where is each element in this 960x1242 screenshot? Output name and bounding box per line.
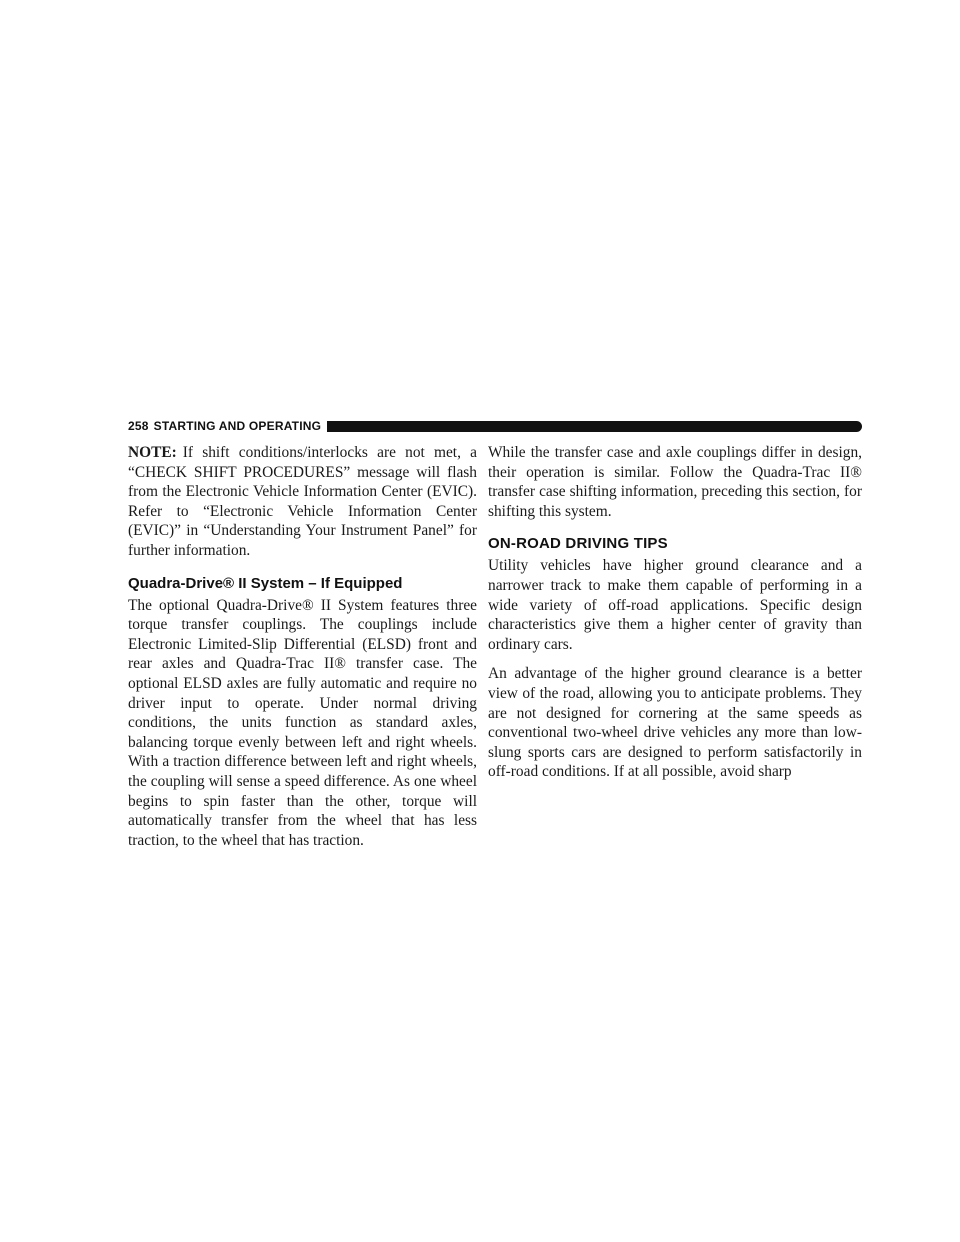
note-text: If shift conditions/interlocks are not met, a “CHECK SHIFT PROCEDURES” message will flash from the Electronic Vehicle Information Center (EVIC). Refer to “Electronic Vehicle Information Center (EVIC)” in “Understanding Your Instrument Panel” for further information.: [128, 444, 477, 559]
left-column: [128, 443, 477, 860]
header-rule: [327, 421, 862, 432]
note-label: NOTE:: [128, 444, 177, 461]
on-road-tips-heading: ON-ROAD DRIVING TIPS: [488, 535, 668, 553]
quadra-drive-paragraph: The optional Quadra-Drive® II System features three torque transfer couplings. The couplings include Electronic Limited-Slip Differential (ELSD) front and rear axles and Quadra-Trac II® transfer case. The optional ELSD axles are fully automatic and require no driver input to operate. Under normal driving conditions, the units function as standard axles, balancing torque evenly between left and right wheels. With a traction difference between left and right wheels, the coupling will sense a speed difference. As one wheel begins to spin faster than the other, torque will automatically transfer from the wheel that has less traction, to the wheel that has traction.: [128, 596, 477, 849]
right-column: [488, 443, 862, 792]
page-number: 258: [128, 419, 149, 433]
page-header: [128, 420, 862, 432]
utility-vehicles-paragraph: Utility vehicles have higher ground clearance and a narrower track to make them capable of performing in a wide variety of off-road applications. Specific design characteristics give them a higher center of gravity than ordinary cars.: [488, 557, 862, 653]
transfer-case-paragraph: While the transfer case and axle couplings differ in design, their operation is similar. Follow the Quadra-Trac II® transfer case shifting information, preceding this section, for shifting this system.: [488, 444, 862, 520]
section-title: STARTING AND OPERATING: [153, 419, 322, 433]
ground-clearance-paragraph: An advantage of the higher ground clearance is a better view of the road, allowing you to anticipate problems. They are not designed for cornering at the same speeds as conventional two-wheel drive vehicles any more than low-slung sports cars are designed to perform satisfactorily in off-road conditions. If at all possible, avoid sharp: [488, 665, 862, 781]
quadra-drive-heading: Quadra-Drive® II System – If Equipped: [128, 574, 403, 592]
note-paragraph: [128, 443, 477, 561]
